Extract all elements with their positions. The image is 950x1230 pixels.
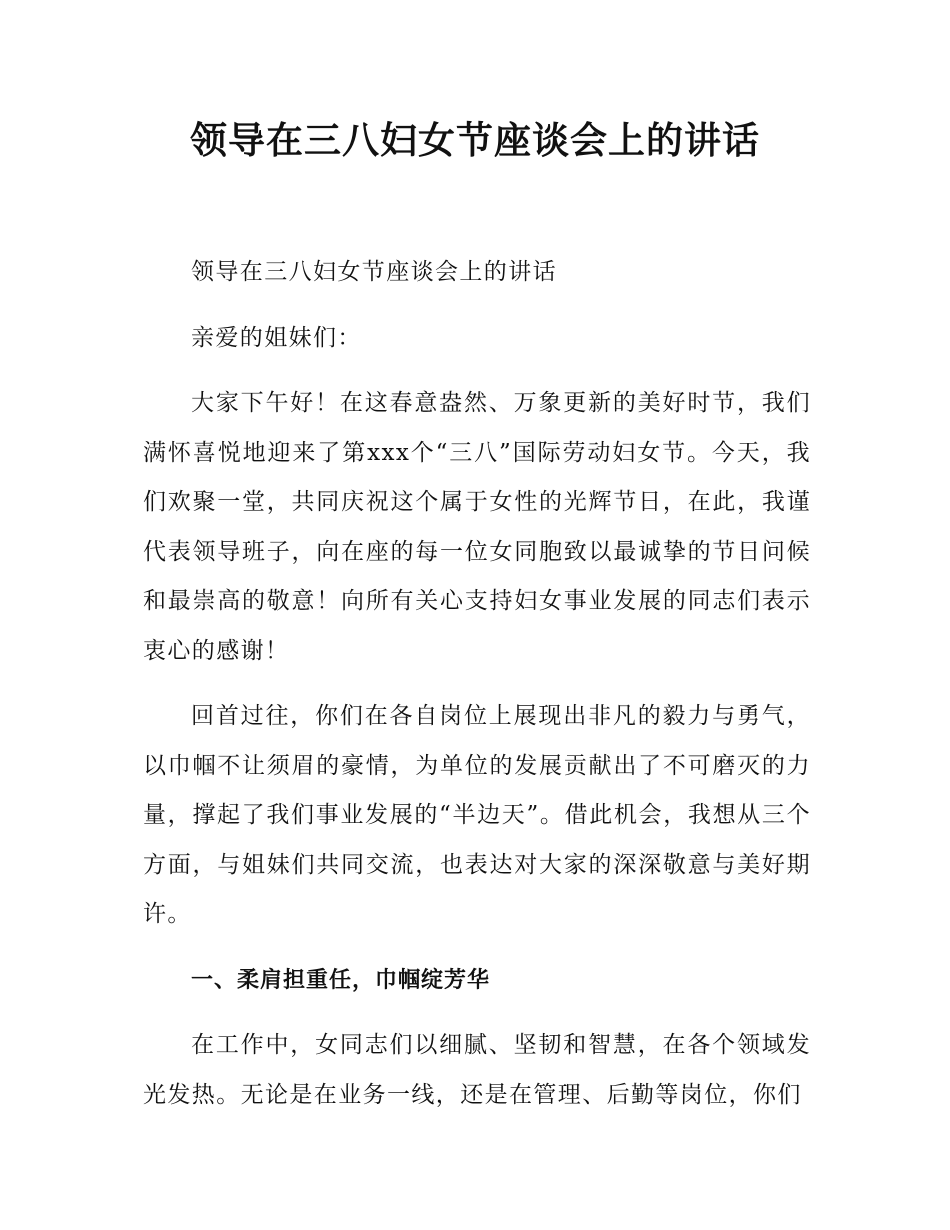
paragraph-greeting: 大家下午好！在这春意盎然、万象更新的美好时节，我们满怀喜悦地迎来了第xxx个“三八”国际劳动妇女节。今天，我们欢聚一堂，共同庆祝这个属于女性的光辉节日，在此，我谨代表领导班子，向在座的每一位女同胞致以最诚挚的节日问候和最崇高的敬意！向所有关心支持妇女事业发展的同志们表示衷心的感谢！ [143, 390, 811, 664]
section-heading: 一、柔肩担重任，巾帼绽芳华 [191, 967, 491, 993]
section-paragraph: 在工作中，女同志们以细腻、坚韧和智慧，在各个领域发光发热。无论是在业务一线，还是在管理、后勤等岗位，你们 [143, 1032, 811, 1108]
subtitle-line: 领导在三八妇女节座谈会上的讲话 [191, 259, 557, 285]
paragraph-review: 回首过往，你们在各自岗位上展现出非凡的毅力与勇气，以巾帼不让须眉的豪情，为单位的发展贡献出了不可磨灭的力量，撑起了我们事业发展的“半边天”。借此机会，我想从三个方面，与姐妹们共同交流，也表达对大家的深深敬意与美好期许。 [143, 703, 811, 927]
document-title: 领导在三八妇女节座谈会上的讲话 [190, 118, 760, 162]
salutation: 亲爱的姐妹们： [191, 324, 362, 351]
document-body [143, 0, 811, 1120]
